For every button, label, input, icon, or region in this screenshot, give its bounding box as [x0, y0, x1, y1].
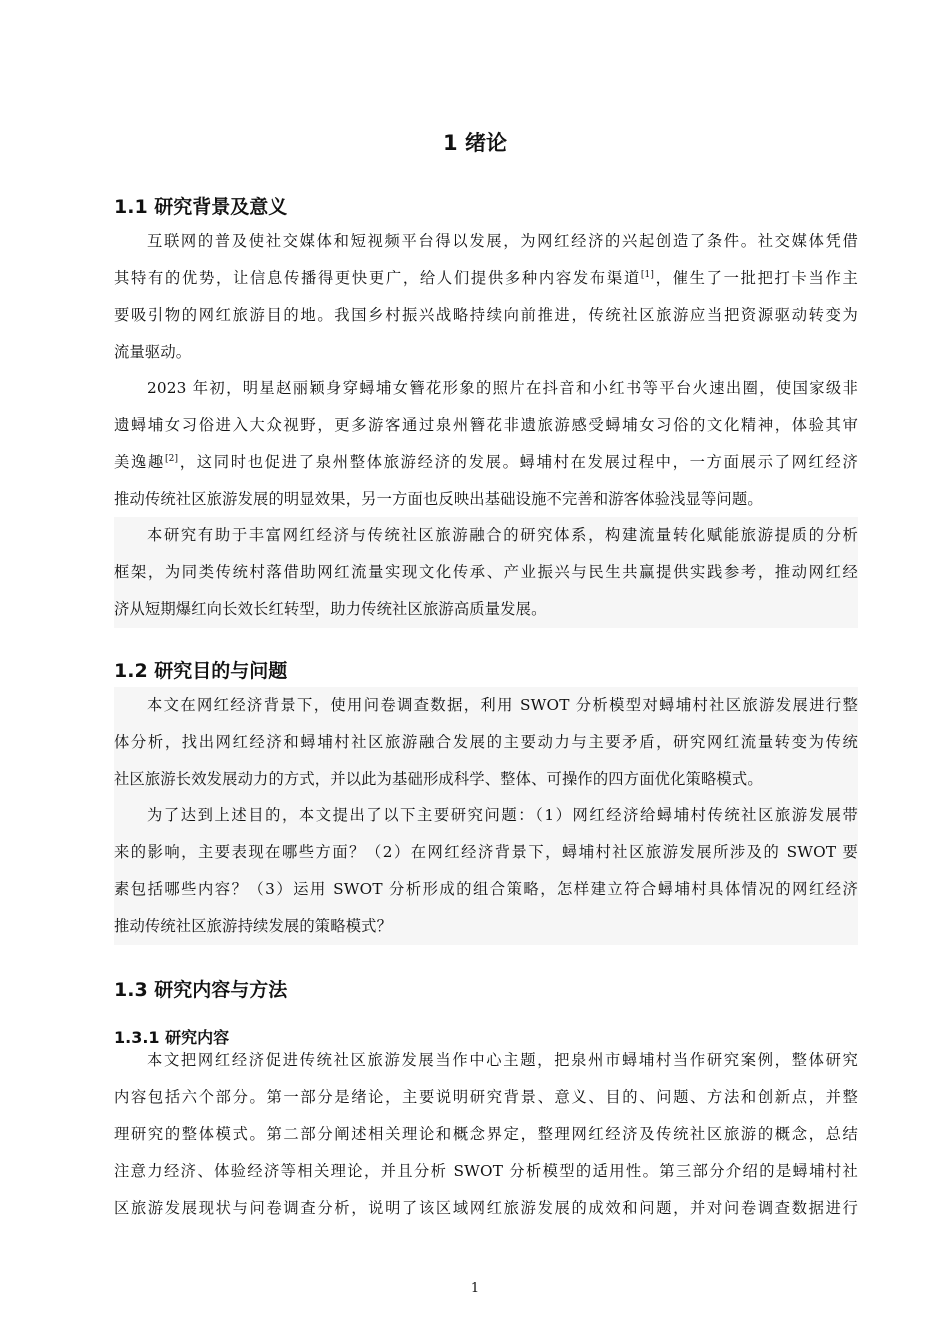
text-line: 框架，为同类传统村落借助网红流量实现文化传承、产业振兴与民生共赢提供实践参考，推动网红经 [114, 563, 858, 581]
text-line: 济从短期爆红向长效长红转型，助力传统社区旅游高质量发展。 [114, 600, 547, 618]
text-line: 内容包括六个部分。第一部分是绪论，主要说明研究背景、意义、目的、问题、方法和创新点，并整 [114, 1088, 858, 1106]
paragraph-1-2-a [114, 687, 858, 798]
paragraph-1-1-b [114, 370, 858, 518]
section-heading-1-2: 1.2 研究目的与问题 [114, 660, 288, 682]
text-line: 区旅游发展现状与问卷调查分析，说明了该区域网红旅游发展的成效和问题，并对问卷调查数据进行 [114, 1199, 858, 1217]
text-line: 其特有的优势，让信息传播得更快更广，给人们提供多种内容发布渠道[1]，催生了一批把打卡当作主 [114, 269, 858, 287]
paragraph-1-3-1-a [114, 1042, 858, 1227]
text-line: 流量驱动。 [114, 343, 192, 361]
text-line: 本文把网红经济促进传统社区旅游发展当作中心主题，把泉州市蟳埔村当作研究案例，整体研究 [147, 1051, 858, 1069]
text-line: 体分析，找出网红经济和蟳埔村社区旅游融合发展的主要动力与主要矛盾，研究网红流量转变为传统 [114, 733, 858, 751]
text-line: 本文在网红经济背景下，使用问卷调查数据，利用 SWOT 分析模型对蟳埔村社区旅游发展进行整 [147, 696, 858, 714]
text-line: 社区旅游长效发展动力的方式，并以此为基础形成科学、整体、可操作的四方面优化策略模式。 [114, 770, 763, 788]
text-line: 2023 年初，明星赵丽颖身穿蟳埔女簪花形象的照片在抖音和小红书等平台火速出圈，使国家级非 [147, 379, 858, 397]
text-line: 要吸引物的网红旅游目的地。我国乡村振兴战略持续向前推进，传统社区旅游应当把资源驱动转变为 [114, 306, 858, 324]
chapter-title: 1 绪论 [443, 131, 507, 155]
text-line: 推动传统社区旅游持续发展的策略模式？ [114, 917, 393, 935]
citation-ref: [2] [165, 454, 179, 464]
text-line: 来的影响，主要表现在哪些方面？（2）在网红经济背景下，蟳埔村社区旅游发展所涉及的 SWOT 要 [114, 843, 858, 861]
text-line: 为了达到上述目的，本文提出了以下主要研究问题：（1）网红经济给蟳埔村传统社区旅游发展带 [147, 806, 858, 824]
text-line: 推动传统社区旅游发展的明显效果，另一方面也反映出基础设施不完善和游客体验浅显等问题。 [114, 490, 763, 508]
text-line: 注意力经济、体验经济等相关理论，并且分析 SWOT 分析模型的适用性。第三部分介绍的是蟳埔村社 [114, 1162, 858, 1180]
section-heading-1-3: 1.3 研究内容与方法 [114, 979, 288, 1001]
text-line: 理研究的整体模式。第二部分阐述相关理论和概念界定，整理网红经济及传统社区旅游的概念，总结 [114, 1125, 858, 1143]
paragraph-1-1-c [114, 517, 858, 628]
page-number: 1 [470, 1281, 480, 1296]
citation-ref: [1] [640, 270, 655, 280]
text-line: 素包括哪些内容？（3）运用 SWOT 分析形成的组合策略，怎样建立符合蟳埔村具体情况的网红经济 [114, 880, 858, 898]
paragraph-1-2-b [114, 797, 858, 945]
text-line: 遗蟳埔女习俗进入大众视野，更多游客通过泉州簪花非遗旅游感受蟳埔女习俗的文化精神，体验其审 [114, 416, 858, 434]
text-line: 本研究有助于丰富网红经济与传统社区旅游融合的研究体系，构建流量转化赋能旅游提质的分析 [147, 526, 858, 544]
section-heading-1-1: 1.1 研究背景及意义 [114, 196, 288, 218]
text-line: 互联网的普及使社交媒体和短视频平台得以发展，为网红经济的兴起创造了条件。社交媒体凭借 [147, 232, 858, 250]
subsection-heading-1-3-1: 1.3.1 研究内容 [114, 1028, 230, 1047]
paragraph-1-1-a [114, 223, 858, 371]
text-line: 美逸趣[2]，这同时也促进了泉州整体旅游经济的发展。蟳埔村在发展过程中，一方面展示了网红经济 [114, 453, 858, 471]
